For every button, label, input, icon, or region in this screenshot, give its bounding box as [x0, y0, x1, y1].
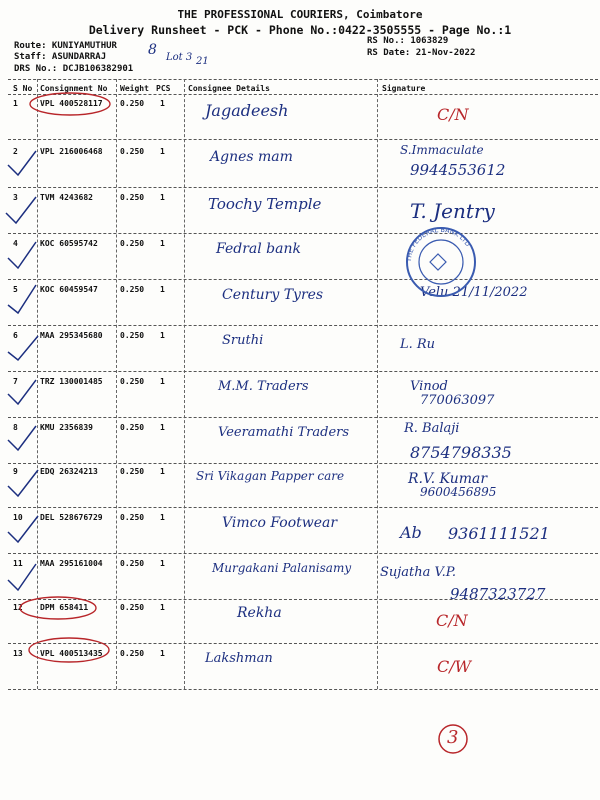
- row-sno: 1: [13, 99, 18, 108]
- row-sno: 10: [13, 513, 23, 522]
- row-consignee: Fedral bank: [216, 241, 301, 257]
- svg-text:THE FEDERAL BANK LTD: [405, 226, 472, 263]
- staff-label: Staff: ASUNDARRAJ: [14, 52, 107, 62]
- row-consignment-no: MAA 295345680: [40, 331, 103, 340]
- row-signature-phone: 9944553612: [410, 161, 506, 179]
- row-weight: 0.250: [120, 423, 145, 432]
- row-pcs: 1: [160, 649, 165, 658]
- col-header-consignee: Consignee Details: [188, 84, 270, 93]
- row-pcs: 1: [160, 423, 165, 432]
- row-signature: Velu 21/11/2022: [420, 285, 528, 300]
- row-sno: 3: [13, 193, 18, 202]
- row-signature: Sujatha V.P.: [380, 565, 457, 580]
- row-consignee: Veeramathi Traders: [218, 425, 350, 440]
- row-pcs: 1: [160, 513, 165, 522]
- row-signature-phone: 770063097: [420, 393, 495, 408]
- row-sno: 12: [13, 603, 23, 612]
- row-weight: 0.250: [120, 239, 145, 248]
- row-pcs: 1: [160, 331, 165, 340]
- row-signature-phone: 9487323727: [450, 585, 546, 603]
- row-signature: Ab: [400, 523, 422, 542]
- row-consignee: Vimco Footwear: [222, 515, 338, 531]
- federal-bank-stamp: [405, 226, 475, 296]
- row-consignee: Rekha: [237, 605, 282, 621]
- row-pcs: 1: [160, 239, 165, 248]
- row-consignment-no: MAA 295161004: [40, 559, 103, 568]
- stamp-lettering: THE FEDERAL BANK LTD: [404, 225, 472, 263]
- row-consignment-no: VPL 216006468: [40, 147, 103, 156]
- row-consignment-no: KOC 60595742: [40, 239, 98, 248]
- handwritten-note-count: 8: [148, 42, 157, 58]
- row-sno: 7: [13, 377, 18, 386]
- row-consignee: Sruthi: [222, 333, 264, 348]
- check-marks: [6, 151, 38, 590]
- row-weight: 0.250: [120, 377, 145, 386]
- row-signature: C/N: [437, 105, 469, 124]
- row-pcs: 1: [160, 99, 165, 108]
- row-consignment-no: VPL 400513435: [40, 649, 103, 658]
- row-weight: 0.250: [120, 285, 145, 294]
- row-consignment-no: DEL 528676729: [40, 513, 103, 522]
- row-sno: 5: [13, 285, 18, 294]
- handwritten-note-lot: Lot 3: [166, 52, 193, 63]
- row-weight: 0.250: [120, 649, 145, 658]
- row-signature-phone: 8754798335: [410, 443, 512, 462]
- rs-date: RS Date: 21-Nov-2022: [367, 48, 476, 58]
- row-consignment-no: TVM 4243682: [40, 193, 93, 202]
- row-consignment-no: TRZ 130001485: [40, 377, 103, 386]
- row-sno: 11: [13, 559, 23, 568]
- col-header-pcs: PCS: [156, 84, 171, 93]
- company-title: THE PROFESSIONAL COURIERS, Coimbatore: [177, 8, 423, 21]
- row-signature: T. Jentry: [410, 199, 495, 223]
- row-weight: 0.250: [120, 467, 145, 476]
- row-pcs: 1: [160, 193, 165, 202]
- row-consignee: Agnes mam: [210, 149, 293, 165]
- row-pcs: 1: [160, 285, 165, 294]
- row-signature: R. Balaji: [404, 421, 460, 436]
- row-consignee: Century Tyres: [222, 287, 324, 303]
- red-circle-mark: [30, 93, 110, 115]
- row-consignee: Toochy Temple: [208, 195, 322, 213]
- col-header-consignment: Consignment No: [40, 84, 108, 93]
- row-signature: R.V. Kumar: [408, 471, 488, 487]
- handwritten-note-date: 21: [196, 56, 209, 67]
- row-consignment-no: EDQ 26324213: [40, 467, 98, 476]
- row-weight: 0.250: [120, 99, 145, 108]
- row-sno: 4: [13, 239, 18, 248]
- row-consignment-no: DPM 658411: [40, 603, 89, 612]
- row-consignee: Lakshman: [205, 651, 273, 666]
- col-header-signature: Signature: [382, 84, 426, 93]
- row-signature-phone: 9361111521: [448, 524, 550, 543]
- row-signature: S.Immaculate: [400, 143, 484, 157]
- row-signature: Vinod: [410, 379, 448, 394]
- row-pcs: 1: [160, 603, 165, 612]
- row-sno: 2: [13, 147, 18, 156]
- row-weight: 0.250: [120, 147, 145, 156]
- drs-number: DRS No.: DCJB106382901: [14, 64, 134, 74]
- row-consignee: Sri Vikagan Papper care: [196, 469, 345, 483]
- row-consignee: M.M. Traders: [218, 379, 309, 394]
- col-header-sno: S No: [13, 84, 33, 93]
- row-sno: 13: [13, 649, 23, 658]
- row-signature-phone: 9600456895: [420, 485, 497, 499]
- row-consignment-no: KMU 2356839: [40, 423, 93, 432]
- row-signature: C/N: [436, 611, 468, 630]
- footer-mark: 3: [447, 727, 459, 748]
- row-consignee: Murgakani Palanisamy: [212, 561, 352, 575]
- row-sno: 6: [13, 331, 18, 340]
- runsheet-subtitle: Delivery Runsheet - PCK - Phone No.:0422-3505555 - Page No.:1: [88, 23, 512, 37]
- row-pcs: 1: [160, 467, 165, 476]
- row-weight: 0.250: [120, 603, 145, 612]
- row-pcs: 1: [160, 377, 165, 386]
- row-consignment-no: KOC 60459547: [40, 285, 98, 294]
- col-header-weight: Weight: [120, 84, 149, 93]
- row-weight: 0.250: [120, 559, 145, 568]
- row-sno: 8: [13, 423, 18, 432]
- row-weight: 0.250: [120, 331, 145, 340]
- row-sno: 9: [13, 467, 18, 476]
- row-pcs: 1: [160, 147, 165, 156]
- red-circle-mark: [29, 638, 109, 662]
- row-consignee: Jagadeesh: [205, 101, 289, 120]
- red-circle-mark: [20, 597, 96, 619]
- row-weight: 0.250: [120, 513, 145, 522]
- row-weight: 0.250: [120, 193, 145, 202]
- row-signature: C/W: [437, 657, 472, 676]
- row-signature: L. Ru: [400, 337, 436, 352]
- route-label: Route: KUNIYAMUTHUR: [14, 41, 117, 51]
- rs-number: RS No.: 1063829: [367, 36, 449, 46]
- row-pcs: 1: [160, 559, 165, 568]
- row-consignment-no: VPL 400528117: [40, 99, 103, 108]
